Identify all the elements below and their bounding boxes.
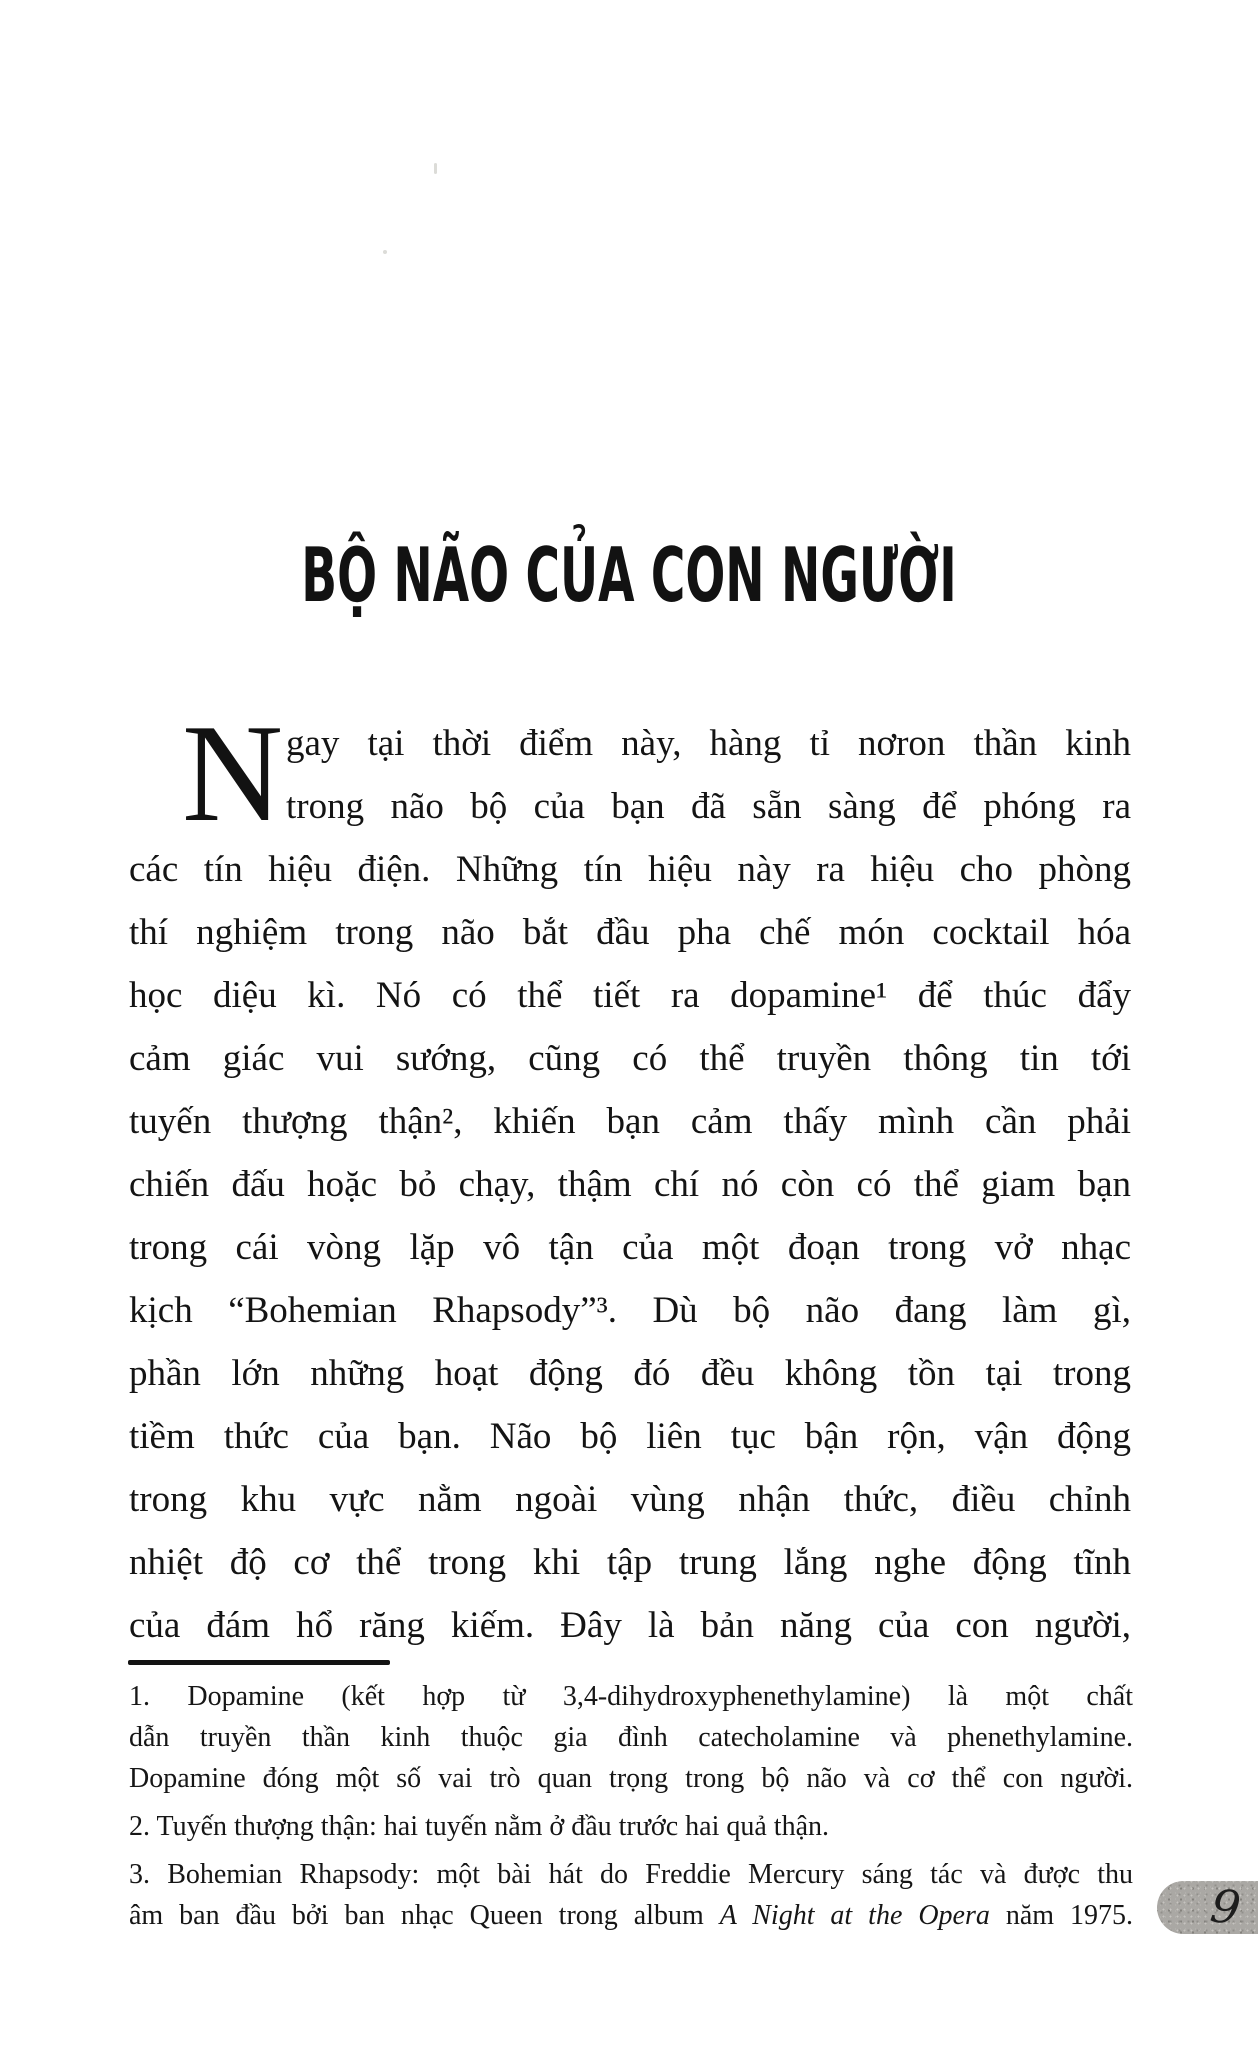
footnote-line: dẫn truyền thần kinh thuộc gia đình catecholamine và phenethylamine. bbox=[129, 1722, 1133, 1753]
body-line: nhiệt độ cơ thể trong khi tập trung lắng nghe động tĩnh bbox=[129, 1542, 1131, 1583]
body-line: gay tại thời điểm này, hàng tỉ nơron thần kinh bbox=[286, 723, 1131, 764]
footnote-text: năm 1975. bbox=[989, 1900, 1133, 1931]
scan-speck bbox=[383, 250, 387, 254]
footnote-line: Dopamine đóng một số vai trò quan trọng trong bộ não và cơ thể con người. bbox=[129, 1763, 1133, 1794]
page-number: 9 bbox=[1207, 1878, 1244, 1936]
body-line: trong não bộ của bạn đã sẵn sàng để phóng ra bbox=[286, 786, 1131, 827]
body-line: chiến đấu hoặc bỏ chạy, thậm chí nó còn có thể giam bạn bbox=[129, 1164, 1131, 1205]
footnote-separator bbox=[128, 1660, 390, 1665]
body-line: thí nghiệm trong não bắt đầu pha chế món cocktail hóa bbox=[129, 912, 1131, 953]
footnotes bbox=[129, 1676, 1133, 1943]
body-line: của đám hổ răng kiếm. Đây là bản năng của con người, bbox=[129, 1605, 1131, 1646]
footnote-line: 2. Tuyến thượng thận: hai tuyến nằm ở đầu trước hai quả thận. bbox=[129, 1811, 829, 1842]
body-line: cảm giác vui sướng, cũng có thể truyền thông tin tới bbox=[129, 1038, 1131, 1079]
body-line: kịch “Bohemian Rhapsody”³. Dù bộ não đang làm gì, bbox=[129, 1290, 1131, 1331]
body-line: trong cái vòng lặp vô tận của một đoạn trong vở nhạc bbox=[129, 1227, 1131, 1268]
footnote-3 bbox=[129, 1854, 1133, 1936]
footnote-line: 1. Dopamine (kết hợp từ 3,4-dihydroxyphenethylamine) là một chất bbox=[129, 1681, 1133, 1712]
body-line: các tín hiệu điện. Những tín hiệu này ra hiệu cho phòng bbox=[129, 849, 1131, 890]
footnote-line bbox=[129, 1895, 1133, 1936]
body-line: trong khu vực nằm ngoài vùng nhận thức, điều chỉnh bbox=[129, 1479, 1131, 1520]
footnote-2 bbox=[129, 1806, 1133, 1847]
page-number-badge bbox=[1157, 1878, 1258, 1936]
body-line: học diệu kì. Nó có thể tiết ra dopamine¹ để thúc đẩy bbox=[129, 975, 1131, 1016]
footnote-1 bbox=[129, 1676, 1133, 1799]
body-line: phần lớn những hoạt động đó đều không tồn tại trong bbox=[129, 1353, 1131, 1394]
body-line: tuyến thượng thận², khiến bạn cảm thấy mình cần phải bbox=[129, 1101, 1131, 1142]
body-paragraph bbox=[129, 712, 1131, 1657]
scan-speck bbox=[434, 163, 437, 174]
footnote-text: âm ban đầu bởi ban nhạc Queen trong album bbox=[129, 1900, 720, 1931]
body-line: tiềm thức của bạn. Não bộ liên tục bận rộn, vận động bbox=[129, 1416, 1131, 1457]
album-title-italic: A Night at the Opera bbox=[719, 1900, 990, 1931]
footnote-line: 3. Bohemian Rhapsody: một bài hát do Freddie Mercury sáng tác và được thu bbox=[129, 1859, 1133, 1890]
drop-cap: N bbox=[182, 696, 284, 851]
chapter-title: BỘ NÃO CỦA CON NGƯỜI bbox=[301, 532, 957, 620]
